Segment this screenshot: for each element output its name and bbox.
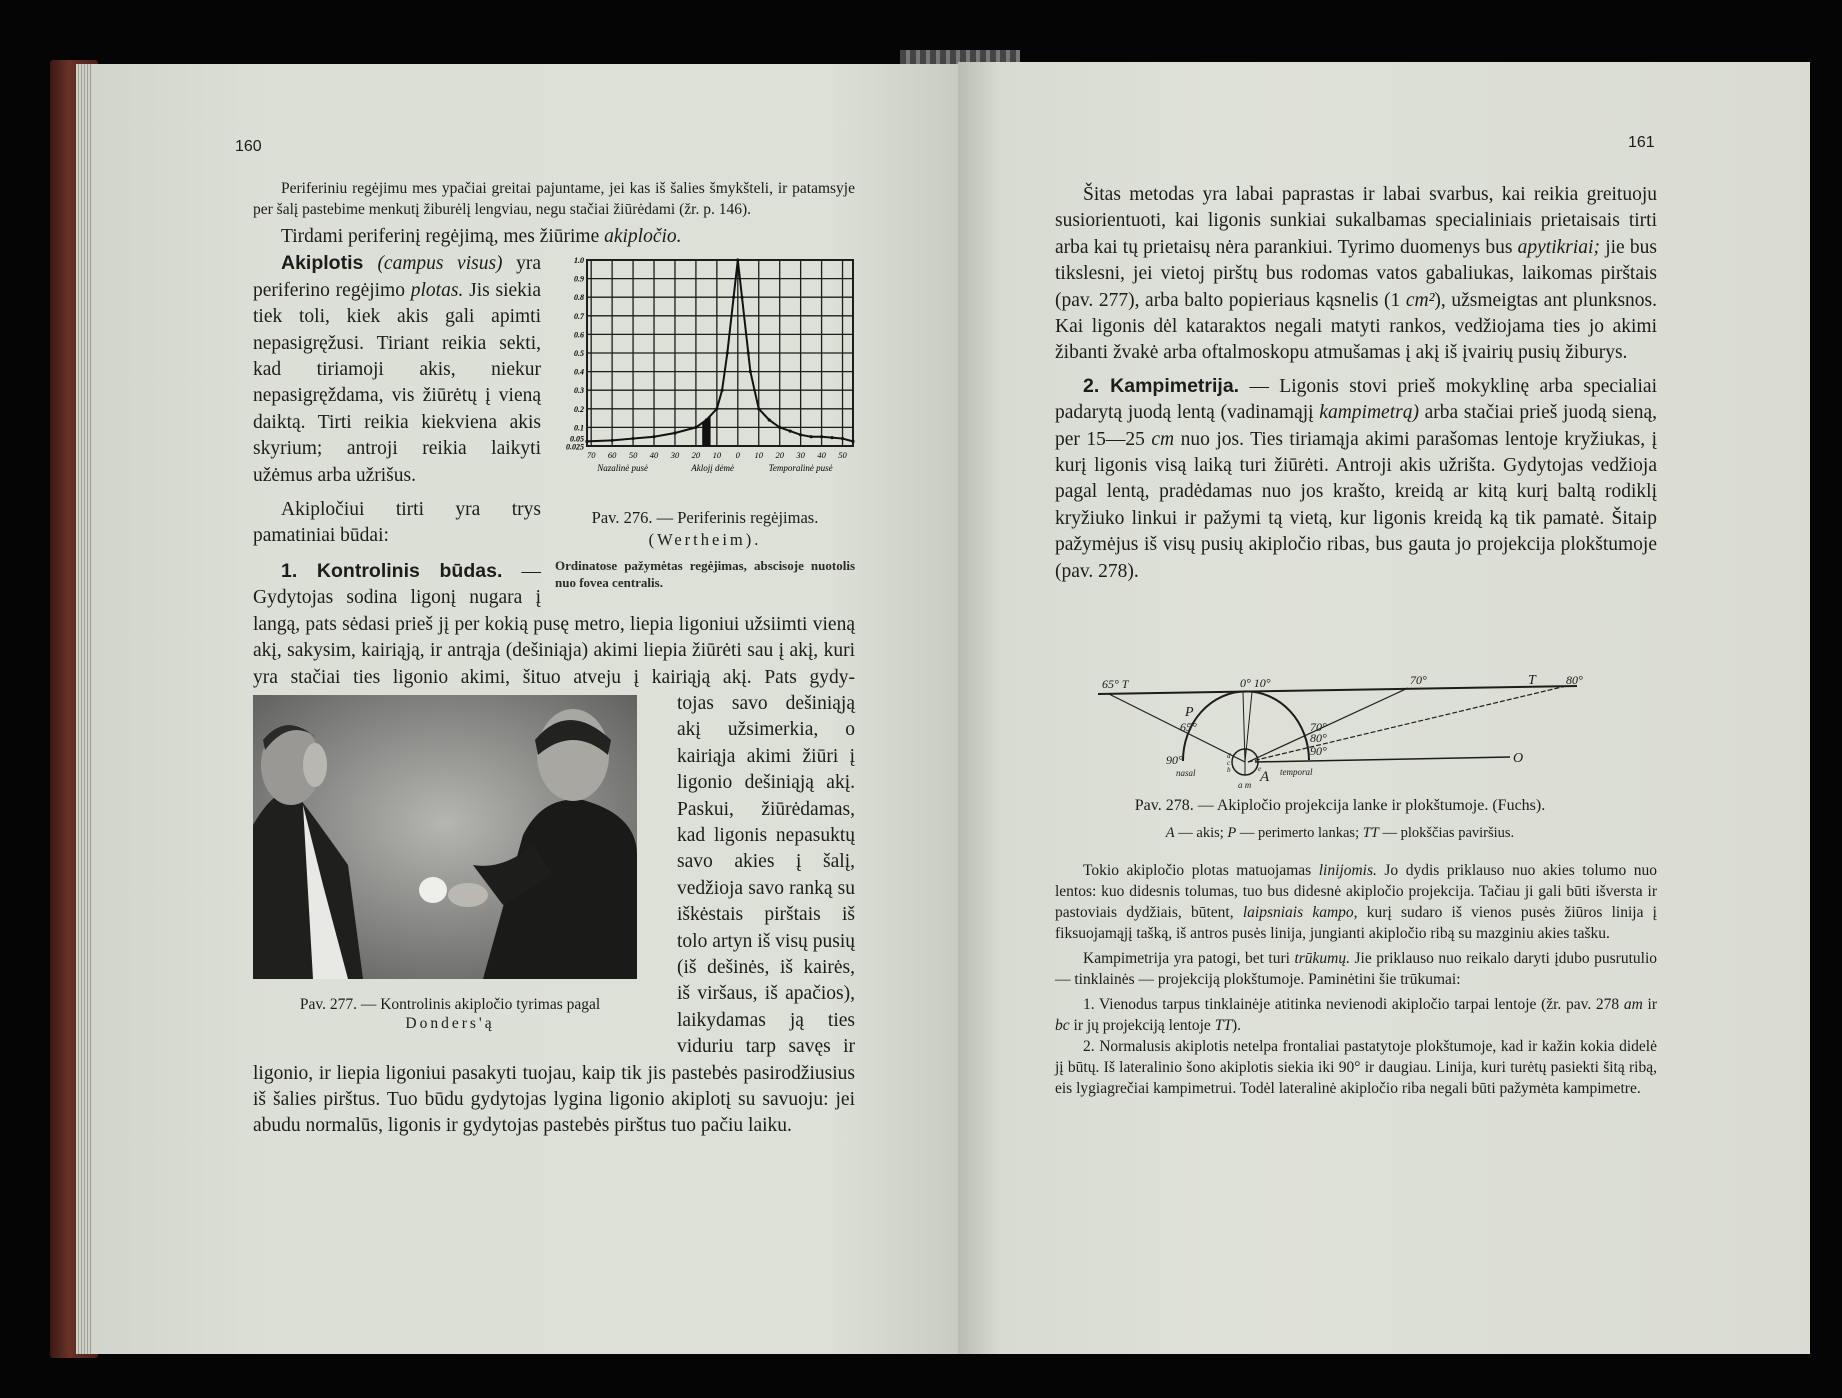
x-tick-label: 50 [628, 450, 638, 461]
x-tick-label: 20 [775, 450, 784, 461]
y-tick-label: 0.3 [574, 386, 584, 396]
paragraph [1055, 948, 1657, 990]
y-tick-label: 0.1 [574, 423, 584, 433]
data-point [611, 439, 614, 442]
figure-278-caption: Pav. 278. — Akipločio projekcija lanke ir plokštumoje. (Fuchs). [1134, 797, 1546, 814]
data-point [789, 430, 792, 433]
data-point [652, 436, 655, 439]
text-run: Kampimetrija yra patogi, bet turi [1083, 950, 1295, 967]
visual-axis-line [1255, 757, 1510, 762]
bold-text: 2. Kampimetrija. [1083, 374, 1240, 397]
data-point [694, 426, 697, 429]
paragraph [1055, 1036, 1657, 1099]
bold-text: 1. Kontrolinis būdas. [281, 559, 503, 582]
italic-text: apytikriai; [1517, 236, 1600, 258]
text-run: — perimerto lankas; [1236, 825, 1363, 841]
figure-note: Ordinatose pažymėtas regėjimas, abscisoje nuotolis nuo fovea centralis. [555, 557, 855, 590]
data-point [705, 419, 708, 422]
text-run: Tokio akipločio plotas matuojamas [1083, 862, 1319, 879]
label: temporal [1280, 767, 1313, 777]
italic-text: bc [1055, 1017, 1070, 1034]
paragraph [1055, 860, 1657, 944]
figure-277 [253, 695, 647, 1035]
italic-text: TT [1214, 1017, 1232, 1034]
text-run: jie bus tikslesni, jei vietoj pirštų bus rodomas vatos gabaliukas, laikomas pirštais (pav. 277), arba balto popieriaus kąsnelis (1 [1055, 236, 1657, 311]
paragraph [1055, 373, 1657, 585]
figure-author: (Wertheim). [648, 529, 762, 549]
label: 65° [1180, 720, 1197, 734]
x-axis-group-label: Temporalinė pusė [768, 463, 833, 474]
label: 70° [1310, 720, 1327, 734]
text-run: ir [1642, 996, 1657, 1013]
data-point [830, 436, 833, 439]
periferinis-chart [555, 254, 855, 498]
y-tick-label: 0.9 [574, 275, 584, 285]
text-run: Akipločiui tirti yra trys pamatiniai būdai: [253, 499, 541, 547]
text-run: tojas savo dešiniąją akį užsimerkia, o kairiąja akimi žiūri į ligonio dešiniąją akį. Paskui, žiūrėdamas, kad ligonis nepasuktų savo akies į šalį, vedžioja savo ranką su iškėstais pirštais iš tolo artyn iš visų pusių (iš dešinės, iš kairės, iš viršaus, iš apačios), laikydamas ją ties viduriu tarp savęs ir ligonio, ir liepia ligoniui pasakyti tuojau, kaip tik jis pastebės pasirodžiusius iš šalies pirštus. Tuo būdu gydytojas lygina ligonio akiplotį su savuoju: jei abudu normalūs, ligonis ir gydytojas pastebės pirštus tuo pačiu laiku. [253, 692, 855, 1137]
label: c [1227, 759, 1231, 767]
label: O [1513, 751, 1524, 766]
x-tick-label: 20 [691, 450, 701, 461]
text-run: yra periferino regėjimo [253, 253, 541, 301]
italic-text: plotas. [410, 279, 464, 301]
text-run: kurį sudaro iš vienos pusės žiūros linija į fiksuojamąjį tašką, iš antros pusės linija, jungianti akipločio ribą su mazginiu akies tašku. [1055, 904, 1657, 942]
text-run: — akis; [1174, 825, 1228, 841]
label: 80° [1566, 675, 1583, 687]
photo-examination [253, 695, 637, 979]
italic-text: P [1227, 825, 1237, 841]
label: a m [1238, 780, 1252, 790]
text-run: 1. Vienodus tarpus tinklainėje atitinka nevienodi akipločio tarpai lentoje (žr. pav. 278 [1083, 996, 1624, 1013]
page-number: 161 [1628, 134, 1655, 151]
x-tick-label: 30 [796, 450, 805, 461]
figure-caption: Pav. 276. — Periferinis regėjimas. [591, 507, 819, 527]
label: P [1185, 705, 1194, 720]
text-run: arba stačiai prieš juodą sieną, per 15—25 [1055, 402, 1657, 450]
x-tick-label: 40 [649, 450, 659, 461]
label: 65° T [1102, 677, 1129, 691]
text-run: Tirdami periferinį regėjimą, mes žiūrime [281, 226, 605, 247]
label: 0° 10° [1240, 676, 1271, 690]
y-tick-label: 1.0 [574, 256, 584, 266]
label: T [1528, 675, 1536, 688]
figure-author: Donders'ą [405, 1015, 495, 1033]
data-point [740, 296, 743, 299]
label: A [1260, 769, 1270, 785]
data-point [778, 426, 781, 429]
y-tick-label: 0.7 [574, 312, 584, 322]
text-run: Periferiniu regėjimu mes ypačiai greitai pajuntame, jei kas iš šalies šmykšteli, ir patamsyje per šalį pastebime menkutį žiburėlį lengviau, negu stačiai žiūrėdami (žr. p. 146). [253, 180, 855, 218]
x-tick-label: 30 [670, 450, 680, 461]
italic-text: laipsniais kampo, [1242, 904, 1358, 921]
page-number: 160 [235, 138, 262, 155]
label: 70° [1410, 675, 1427, 687]
text-run: Jie priklauso nuo reikalo daryti įdubo pusrutulio — tinklainės — projekciją plokštumoje. Paminėtini šie trūkumai: [1055, 950, 1658, 988]
italic-text: cm² [1405, 289, 1435, 311]
y-tick-label: 0.8 [574, 293, 584, 303]
tt-plane-line [1098, 686, 1577, 694]
y-tick-label: 0.6 [574, 330, 584, 340]
y-tick-label: 0.05 [570, 434, 584, 444]
data-point [726, 352, 729, 355]
x-axis-group-label: Nazalinė pusė [597, 463, 648, 474]
text-run: ). [1231, 1017, 1241, 1034]
y-tick-label: 0.2 [574, 405, 584, 415]
label: 90° [1166, 753, 1183, 767]
data-point [851, 440, 854, 443]
italic-text: am [1623, 996, 1643, 1013]
label: nasal [1176, 768, 1196, 778]
y-tick-label: 0.025 [566, 442, 584, 452]
data-point [715, 408, 718, 411]
figure-276 [555, 254, 855, 604]
italic-text: A [1165, 825, 1175, 841]
y-tick-label: 0.4 [574, 368, 584, 378]
figure-278-legend [1060, 822, 1620, 844]
data-point [799, 434, 802, 437]
x-tick-label: 50 [838, 450, 847, 461]
italic-text: kampimetrą) [1319, 402, 1419, 424]
label: e [1258, 765, 1262, 773]
label: b [1227, 766, 1231, 774]
data-point [841, 437, 844, 440]
text-run: — Gydytojas sodina ligonį nugara į langą, pats sėdasi prieš jį per kokią pusę metro, liepia ligoniui užsiimti vieną akį, sakysim, kairiąją, ir antrąja (dešiniąja) akimi liepia žiūrėti sau į akį, kuri yra stačiai ties ligonio akimi, šituo atveju į kairiąją akį. Pats gydy- [253, 560, 855, 688]
italic-text: (campus visus) [377, 253, 503, 275]
x-tick-label: 0 [735, 450, 740, 461]
data-point [585, 440, 588, 443]
text-run: Jo dydis priklauso nuo akies tolumo nuo lentos: kuo didesnis tolumas, tuo bus didesnė akipločio projekcija. Tačiau ji gali būti išversta ir pastoviais dydžiais, būtent, [1055, 862, 1657, 921]
text-run: — plokščias paviršius. [1378, 825, 1515, 841]
data-point [720, 389, 723, 392]
x-tick-label: 10 [754, 450, 763, 461]
x-tick-label: 60 [607, 450, 617, 461]
data-point [749, 370, 752, 373]
label: d [1227, 752, 1231, 760]
x-tick-label: 10 [712, 450, 722, 461]
data-point [810, 436, 813, 439]
text-run: nuo jos. Ties tiriamąja akimi parašomas lentoje kryžiukas, į kurį ligonis visą laiką turi žiūrėti. Antroji akis užrišta. Gydytojas vedžioja pagal lentą, pradėdamas nuo jos krašto, kreidą ar kitą kurį baltą rodiklį kryžiuko linkui ir pažymi tą vietą, kur ligonis kreidą ką tik pamatė. Šitaip pažymėjus iš visų pusių akipločio ribas, bus gauta jo projekcija plokštumoje (pav. 278). [1055, 428, 1657, 582]
data-point [736, 259, 739, 262]
x-axis-group-label: Aklojį dėmė [691, 463, 735, 474]
right-small-text [1055, 860, 1657, 1099]
data-point [747, 352, 750, 355]
figure-278-diagram [1090, 675, 1590, 795]
italic-text: TT [1362, 825, 1379, 841]
bold-text: Akiplotis [281, 252, 378, 275]
text-run: Jis siekia tiek toli, kiek akis gali apimti nepasigręžusi. Tiriant reikia sekti, kad tiriamoji akis, niekur nepasigręždama, vis žiūrėtų į vieną daiktą. Tirti reikia kiekviena akis skyrium; antroji reikia laikyti užėmus arba užrišus. [253, 279, 541, 486]
data-point [768, 419, 771, 422]
text-run: 2. Normalusis akiplotis netelpa frontaliai pastatytoje plokštumoje, kad ir kažin kokia didelė jį būtų. Iš lateralinio šono akiplotis siekia iki 90° ir daugiau. Linija, kuri turėtų pasiekti šitą ribą, eis lygiagrečiai kampimetrui. Todėl lateralinė akipločio riba negali būti pažymėta kampimetre. [1055, 1038, 1657, 1097]
y-tick-label: 0.5 [574, 349, 584, 359]
italic-text: cm [1151, 428, 1175, 450]
data-point [673, 432, 676, 435]
x-tick-label: 40 [817, 450, 826, 461]
data-point [757, 408, 760, 411]
label: 80° [1310, 731, 1327, 745]
left-text-column [253, 178, 855, 1140]
italic-text: trūkumų. [1294, 950, 1350, 967]
x-tick-label: 70 [586, 450, 596, 461]
data-point [732, 296, 735, 299]
italic-text: linijomis. [1318, 862, 1377, 879]
paragraph [1055, 994, 1657, 1036]
series-line [587, 260, 853, 441]
right-text-column [1055, 182, 1657, 585]
figure-caption: Pav. 277. — Kontrolinis akipločio tyrimas pagal [299, 996, 601, 1014]
data-point [631, 437, 634, 440]
text-run: ir jų projekciją lentoje [1069, 1017, 1215, 1034]
paragraph [253, 224, 855, 250]
text-run: — Ligonis stovi prieš mokyklinę arba specialiai padarytą juodą lentą (vadinamąjį [1055, 375, 1657, 424]
paragraph [1055, 182, 1657, 367]
data-point [820, 436, 823, 439]
italic-text: akipločio. [604, 226, 682, 247]
body-text [253, 224, 855, 1140]
text-run: Šitas metodas yra labai paprastas ir labai svarbus, kai reikia greituoju susiorientuoti, kai ligonis sunkiai sukalbamas specialiniais prietaisais tirti arba kai tų prietaisų nėra parankiui. Tyrimo duomenys bus [1055, 184, 1657, 258]
label: 90° [1310, 744, 1327, 758]
text-run: ), užsmeigtas ant plunksnos. Kai ligonis dėl kataraktos negali matyti rankos, vedžiojama ties jo akimi žibanti žvakė arba oftalmoskopu atmušamas į akį iš įvairių pusių žiburys. [1055, 289, 1657, 364]
intro-paragraph [253, 178, 855, 220]
